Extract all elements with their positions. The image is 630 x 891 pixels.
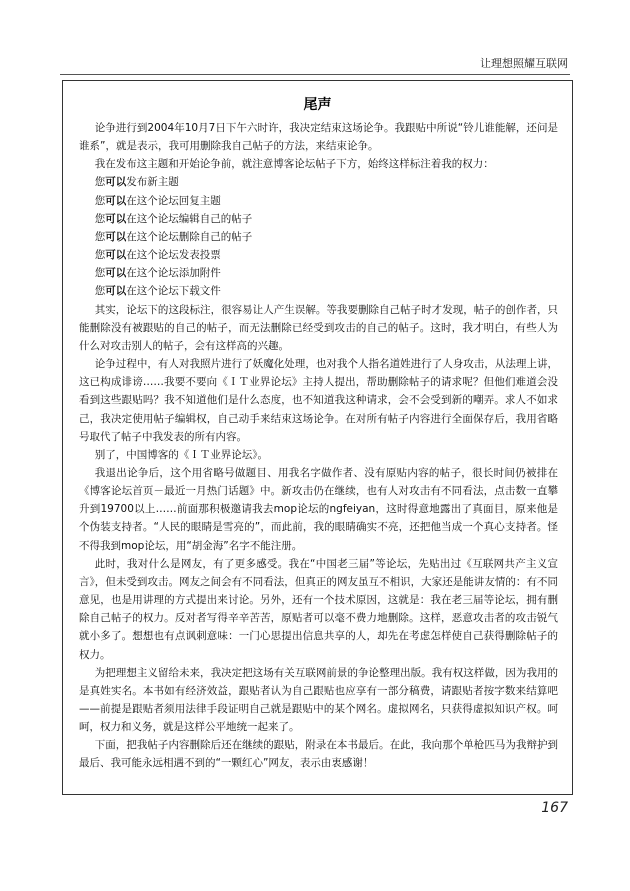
header-divider — [60, 74, 570, 75]
permission-line-1: 您可以发布新主题 — [94, 176, 179, 189]
body-text — [79, 119, 558, 773]
paragraph-3: 其实，论坛下的这段标注，很容易让人产生误解。等我要删除自己帖子时才发现，帖子的创作者，只能删除没有被跟贴的自己的帖子，而无法删除已经受到攻击的自己的帖子。这时，我才明白，有些人为什么对攻击别人的帖子，会有这样高的兴趣。 — [79, 303, 558, 352]
permission-line-2: 您可以在这个论坛回复主题 — [94, 194, 221, 207]
permission-line-6: 您可以在这个论坛添加附件 — [94, 267, 221, 280]
paragraph-6: 我退出论争后，这个用省略号做题目、用我名字做作者、没有原贴内容的帖子，很长时间仍被排在《博客论坛首页－最近一月热门话题》中。新攻击仍在继续，也有人对攻击有不同看法，点击数一直攀升到19700以上……前面那积极邀请我去mop论坛的ngfeiyan，这时得意地露出了真面目，原来他是个伪装支持者。“人民的眼睛是雪亮的”，而此前，我的眼睛确实不亮，还把他当成一个真心支持者。怪不得我到mop论坛，用“胡金海”名字不能注册。 — [79, 466, 558, 552]
paragraph-5: 别了，中国博客的《ＩＴ业界论坛》。 — [94, 448, 268, 461]
page-number: 167 — [541, 800, 568, 816]
permission-line-3: 您可以在这个论坛编辑自己的帖子 — [94, 212, 253, 225]
permission-line-4: 您可以在这个论坛删除自己的帖子 — [94, 230, 253, 243]
paragraph-9: 下面，把我帖子内容删除后还在继续的跟贴，附录在本书最后。在此，我向那个单枪匹马为我辩护到最后、我可能永远相遇不到的“一颗红心”网友，表示由衷感谢！ — [79, 739, 558, 770]
content-frame — [62, 80, 573, 795]
permission-line-5: 您可以在这个论坛发表投票 — [94, 249, 221, 262]
paragraph-8: 为把理想主义留给未来，我决定把这场有关互联网前景的争论整理出版。我有权这样做，因为我用的是真姓实名。本书如有经济效益，跟贴者认为自己跟贴也应享有一部分稿费，请跟贴者按字数来结算吧——前提是跟贴者须用法律手段证明自己就是跟贴中的某个网名。虚拟网名，只获得虚拟知识产权。呵呵，权力和义务，就是这样公平地统一起来了。 — [79, 666, 558, 734]
permission-line-7: 您可以在这个论坛下载文件 — [94, 285, 221, 298]
running-header-title: 让理想照耀互联网 — [480, 57, 568, 70]
paragraph-1: 论争进行到2004年10月7日下午六时许，我决定结束这场论争。我跟贴中所说“铃儿谁能解，还问是谁系”，就是表示，我可用删除我自己帖子的方法，来结束论争。 — [79, 122, 558, 153]
page-header — [0, 0, 630, 80]
paragraph-4: 论争过程中，有人对我照片进行了妖魔化处理，也对我个人指名道姓进行了人身攻击，从法理上讲，这已构成诽谤……我要不要向《ＩＴ业界论坛》主持人提出，帮助删除帖子的请求呢？但他们难道会没看到这些跟贴吗？我不知道他们是什么态度，也不知道我这种请求，会不会受到新的嘲弄。求人不如求己，我决定使用帖子编辑权，自己动手来结束这场论争。在对所有帖子内容进行全面保存后，我用省略号取代了帖子中我发表的所有内容。 — [79, 358, 558, 443]
paragraph-7: 此时，我对什么是网友，有了更多感受。我在“中国老三届”等论坛，先贴出过《互联网共产主义宣言》，但未受到攻击。网友之间会有不同看法，但真正的网友虽互不相识，大家还是能讲友情的：有不同意见，也是用讲理的方式提出来讨论。另外，还有一个技术原因，这就是：我在老三届等论坛，拥有删除自己帖子的权力。反对者写得辛辛苦苦，原贴者可以毫不费力地删除。这样，恶意攻击者的攻击锐气就小多了。想想也有点讽刺意味：一门心思提出信息共享的人，却先在考虑怎样使自己获得删除帖子的权力。 — [79, 557, 558, 661]
section-title: 尾声 — [303, 97, 332, 113]
paragraph-2: 我在发布这主题和开始论争前，就注意博客论坛帖子下方，始终这样标注着我的权力： — [94, 158, 494, 171]
